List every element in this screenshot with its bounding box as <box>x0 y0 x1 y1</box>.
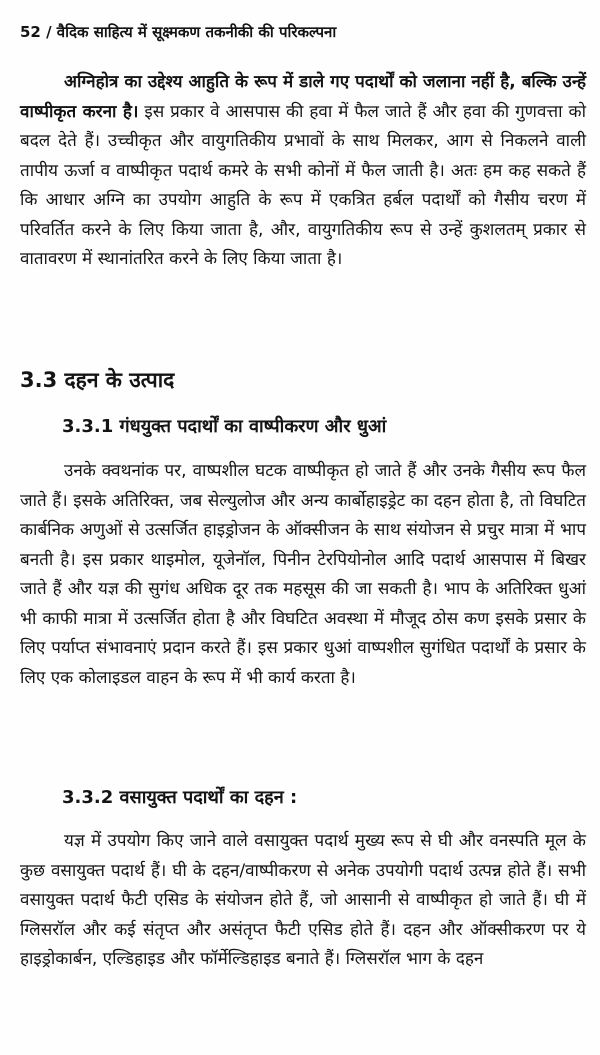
section-heading-3-3: 3.3 दहन के उत्पाद <box>20 368 175 392</box>
running-head: 52 / वैदिक साहित्य में सूक्ष्मकण तकनीकी की परिकल्पना <box>20 23 337 41</box>
subsection-heading-3-3-1: 3.3.1 गंधयुक्त पदार्थों का वाष्पीकरण और धुआं <box>62 416 387 437</box>
subsection-heading-3-3-2: 3.3.2 वसायुक्त पदार्थों का दहन : <box>62 787 298 808</box>
paragraph-1-bold-lead: अग्निहोत्र का उद्देश्य आहुति के रूप में डाले गए पदार्थों को जलाना नहीं है, बल्कि उन्हें वाष्पीकृत करना है। <box>20 72 586 122</box>
paragraph-1-text: इस प्रकार वे आसपास की हवा में फैल जाते हैं और हवा की गुणवत्ता को बदल देते हैं। उच्चीकृत और वायुगतिकीय प्रभावों के साथ मिलकर, आग से निकलने वाली तापीय ऊर्जा व वाष्पीकृत पदार्थ कमरे के सभी कोनों में फैल जाती है। अतः हम कह सकते हैं कि आधार अग्नि का उपयोग आहुति के रूप में एकत्रित हर्बल पदार्थों को गैसीय चरण में परिवर्तित करने के लिए किया जाता है, और, वायुगतिकीय रूप से उन्हें कुशलतम् प्रकार से वातावरण में स्थानांतरित करने के लिए किया जाता है। <box>20 101 586 269</box>
paragraph-1 <box>20 68 586 275</box>
paragraph-3: यज्ञ में उपयोग किए जाने वाले वसायुक्त पदार्थ मुख्य रूप से घी और वनस्पति मूल के कुछ वसायुक्त पदार्थ हैं। घी के दहन/वाष्पीकरण से अनेक उपयोगी पदार्थ उत्पन्न होते हैं। सभी वसायुक्त पदार्थ फैटी एसिड के संयोजन होते हैं, जो आसानी से वाष्पीकृत हो जाते हैं। घी में ग्लिसरॉल और कई संतृप्त और असंतृप्त फैटी एसिड होते हैं। दहन और ऑक्सीकरण पर ये हाइड्रोकार्बन, एल्डिहाइड और फॉर्मेल्डिहाइड बनाते हैं। ग्लिसरॉल भाग के दहन <box>20 831 586 969</box>
paragraph-2: उनके क्वथनांक पर, वाष्पशील घटक वाष्पीकृत हो जाते हैं और उनके गैसीय रूप फैल जाते हैं। इसके अतिरिक्त, जब सेल्युलोज और अन्य कार्बोहाइड्रेट का दहन होता है, तो विघटित कार्बनिक अणुओं से उत्सर्जित हाइड्रोजन के ऑक्सीजन के साथ संयोजन से प्रचुर मात्रा में भाप बनती है। इस प्रकार थाइमोल, यूजेनॉल, पिनीन टेरपियोनोल आदि पदार्थ आसपास में बिखर जाते हैं और यज्ञ की सुगंध अधिक दूर तक महसूस की जा सकती है। भाप के अतिरिक्त धुआं भी काफी मात्रा में उत्सर्जित होता है और विघटित अवस्था में मौजूद ठोस कण इसके प्रसार के लिए पर्याप्त संभावनाएं प्रदान करते हैं। इस प्रकार धुआं वाष्पशील सुगंधित पदार्थों के प्रसार के लिए एक कोलाइडल वाहन के रूप में भी कार्य करता है। <box>20 461 586 688</box>
